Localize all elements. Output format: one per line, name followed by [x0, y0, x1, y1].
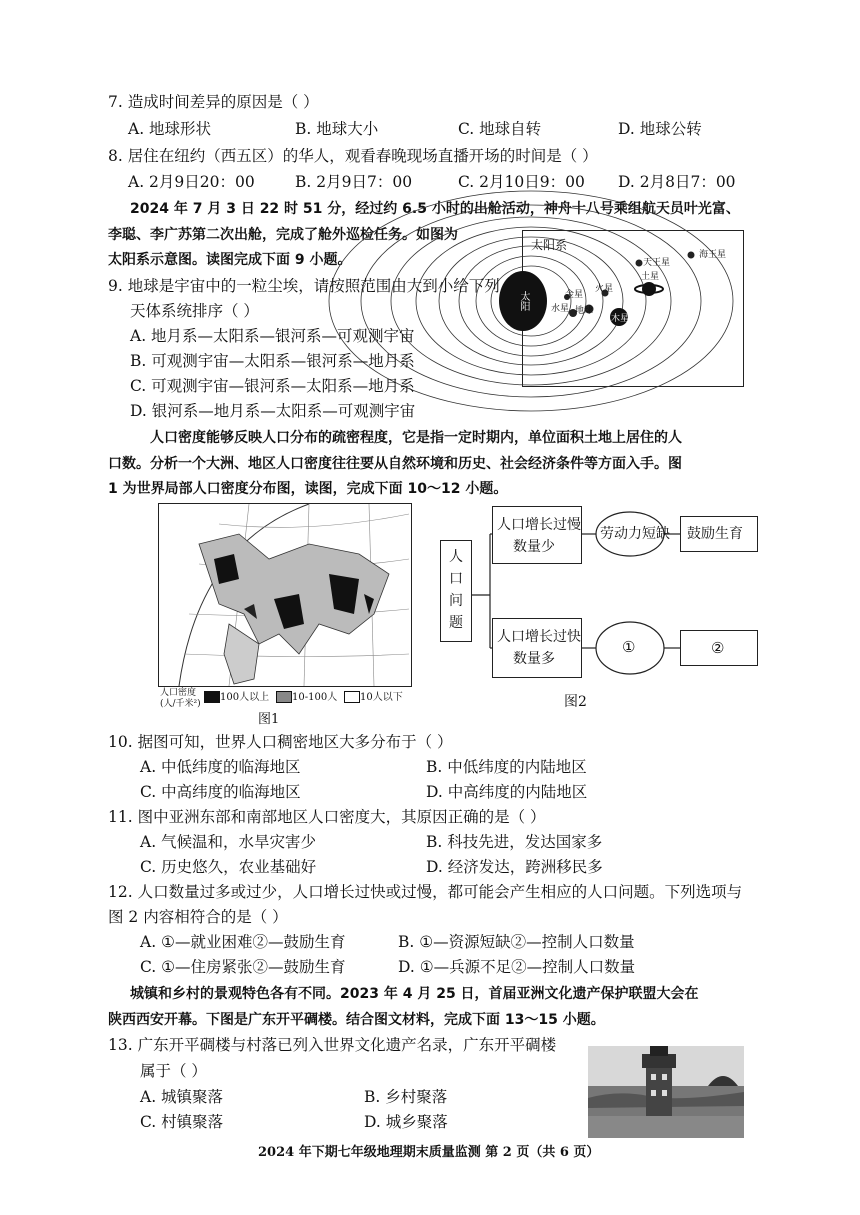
- neptune-label: 海王星: [699, 250, 727, 260]
- encourage-birth-label: 鼓励生育: [687, 526, 743, 542]
- root-char-4: 题: [449, 615, 463, 631]
- legend-title: 人口密度: [160, 688, 197, 698]
- venus-label: 金星: [565, 290, 584, 300]
- q10-option-d: D. 中高纬度的内陆地区: [426, 783, 588, 801]
- solar-title: 太阳系: [531, 238, 568, 252]
- intro2-line1: 人口密度能够反映人口分布的疏密程度，它是指一定时期内，单位面积土地上居住的人: [150, 430, 682, 446]
- earth-label: 地球: [575, 306, 594, 316]
- slow-growth-line2: 数量少: [513, 539, 555, 555]
- intro1-line2: 李聪、李广苏第二次出舱，完成了舱外巡检任务。如图为: [108, 227, 458, 243]
- root-char-3: 问: [449, 593, 463, 609]
- q10-option-c: C. 中高纬度的临海地区: [140, 783, 301, 801]
- q11-option-a: A. 气候温和，水旱灾害少: [140, 833, 317, 851]
- q13-stem-line2: 属于（ ）: [140, 1062, 207, 1080]
- root-char-2: 口: [449, 571, 463, 587]
- q11-stem: 11. 图中亚洲东部和南部地区人口密度大，其原因正确的是（ ）: [108, 808, 546, 826]
- q9-option-a: A. 地月系—太阳系—银河系—可观测宇宙: [130, 327, 415, 345]
- legend-mid-label: 10-100人: [292, 692, 338, 703]
- root-box: [440, 540, 472, 642]
- q8-option-c: C. 2月10日9：00: [458, 173, 585, 191]
- q12-stem-line1: 12. 人口数量过多或过少，人口增长过快或过慢，都可能会产生相应的人口问题。下列选项与: [108, 883, 743, 901]
- intro3-line1: 城镇和乡村的景观特色各有不同。2023 年 4 月 25 日，首届亚洲文化遗产保护联盟大会在: [130, 986, 699, 1002]
- legend-unit: (人/千米²): [160, 699, 201, 709]
- q9-option-d: D. 银河系—地月系—太阳系—可观测宇宙: [130, 402, 416, 420]
- q7-option-b: B. 地球大小: [295, 120, 379, 138]
- population-problem-diagram: [440, 500, 770, 720]
- q12-stem-line2: 图 2 内容相符合的是（ ）: [108, 908, 288, 926]
- q10-option-b: B. 中低纬度的内陆地区: [426, 758, 587, 776]
- legend-low-label: 10人以下: [360, 692, 403, 703]
- q13-option-d: D. 城乡聚落: [364, 1113, 448, 1131]
- legend-swatch-low: [344, 691, 360, 703]
- q8-stem: 8. 居住在纽约（西五区）的华人，观看春晚现场直播开场的时间是（ ）: [108, 147, 598, 165]
- fast-growth-line1: 人口增长过快: [497, 629, 581, 645]
- population-density-map: [158, 503, 412, 687]
- intro3-line2: 陕西西安开幕。下图是广东开平碉楼。结合图文材料，完成下面 13～15 小题。: [108, 1012, 605, 1028]
- q9-option-c: C. 可观测宇宙—银河系—太阳系—地月系: [130, 377, 415, 395]
- q8-option-b: B. 2月9日7：00: [295, 173, 413, 191]
- q13-option-c: C. 村镇聚落: [140, 1113, 224, 1131]
- mercury-label: 水星: [551, 304, 570, 314]
- q7-option-d: D. 地球公转: [618, 120, 702, 138]
- legend-swatch-mid: [276, 691, 292, 703]
- fig1-caption: 图1: [258, 712, 280, 727]
- intro1-line3: 太阳系示意图。读图完成下面 9 小题。: [108, 252, 352, 268]
- intro2-line3: 1 为世界局部人口密度分布图，读图，完成下面 10～12 小题。: [108, 481, 508, 497]
- q13-option-b: B. 乡村聚落: [364, 1088, 448, 1106]
- intro1-line1: 2024 年 7 月 3 日 22 时 51 分，经过约 6.5 小时的出舱活动，神舟十八号乘组航天员叶光富、: [130, 201, 740, 217]
- fast-growth-line2: 数量多: [513, 651, 555, 667]
- q7-stem: 7. 造成时间差异的原因是（ ）: [108, 93, 319, 111]
- q11-option-c: C. 历史悠久，农业基础好: [140, 858, 317, 876]
- kaiping-diaolou-photo: [588, 1046, 744, 1138]
- q10-stem: 10. 据图可知，世界人口稠密地区大多分布于（ ）: [108, 733, 453, 751]
- blank-2-box: [680, 630, 758, 666]
- q13-option-a: A. 城镇聚落: [140, 1088, 224, 1106]
- q12-option-c: C. ①—住房紧张②—鼓励生育: [140, 958, 346, 976]
- q11-option-d: D. 经济发达，跨洲移民多: [426, 858, 603, 876]
- q7-option-a: A. 地球形状: [128, 120, 212, 138]
- q8-option-d: D. 2月8日7：00: [618, 173, 736, 191]
- encourage-birth-box: [680, 516, 758, 552]
- root-char-1: 人: [449, 549, 463, 565]
- slow-growth-box: [492, 506, 582, 564]
- q12-option-b: B. ①—资源短缺②—控制人口数量: [398, 933, 635, 951]
- blank-1-label: ①: [622, 638, 636, 656]
- q8-option-a: A. 2月9日20：00: [128, 173, 255, 191]
- mars-label: 火星: [595, 284, 614, 294]
- fig1-legend: [160, 688, 410, 728]
- saturn-label: 土星: [641, 272, 660, 282]
- slow-growth-line1: 人口增长过慢: [497, 517, 581, 533]
- q11-option-b: B. 科技先进，发达国家多: [426, 833, 603, 851]
- uranus-label: 天王星: [643, 258, 671, 268]
- page-footer: 2024 年下期七年级地理期末质量监测 第 2 页（共 6 页）: [258, 1145, 600, 1160]
- jupiter-label: 木星: [611, 314, 630, 324]
- labor-shortage-label: 劳动力短缺: [600, 526, 670, 542]
- q13-stem-line1: 13. 广东开平碉楼与村落已列入世界文化遗产名录，广东开平碉楼: [108, 1036, 557, 1054]
- q7-option-c: C. 地球自转: [458, 120, 542, 138]
- diaolou-photo-graphic: [588, 1046, 744, 1138]
- blank-2-label: ②: [711, 639, 725, 657]
- sun-label: 太阳: [518, 291, 529, 311]
- q10-option-a: A. 中低纬度的临海地区: [140, 758, 301, 776]
- solar-system-diagram: [518, 230, 744, 387]
- q9-stem-line2: 天体系统排序（ ）: [130, 302, 259, 320]
- fig2-caption: 图2: [564, 694, 587, 710]
- legend-high-label: 100人以上: [220, 692, 270, 703]
- map-graphic: [159, 504, 411, 686]
- q12-option-a: A. ①—就业困难②—鼓励生育: [140, 933, 346, 951]
- q12-option-d: D. ①—兵源不足②—控制人口数量: [398, 958, 636, 976]
- q9-option-b: B. 可观测宇宙—太阳系—银河系—地月系: [130, 352, 415, 370]
- fast-growth-box: [492, 618, 582, 678]
- legend-swatch-high: [204, 691, 220, 703]
- intro2-line2: 口数。分析一个大洲、地区人口密度往往要从自然环境和历史、社会经济条件等方面入手。图: [108, 456, 682, 472]
- q9-stem-line1: 9. 地球是宇宙中的一粒尘埃，请按照范围由大到小给下列: [108, 277, 500, 295]
